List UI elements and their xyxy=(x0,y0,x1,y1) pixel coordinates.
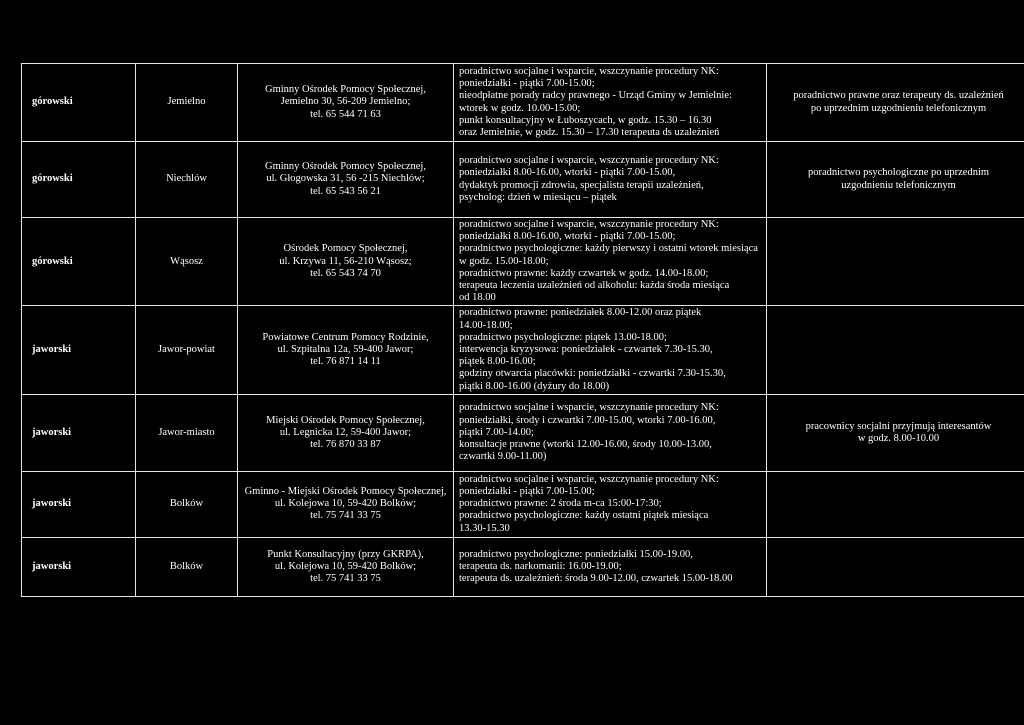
offer-line: poniedziałki 8.00-16.00, wtorki - piątki 7.00-15.00; xyxy=(459,231,676,243)
institution-line: ul. Głogowska 31, 56 -215 Niechlów; xyxy=(266,173,425,185)
gmina-name: Jawor-miasto xyxy=(158,426,215,438)
table-row xyxy=(22,471,1024,537)
gmina-cell xyxy=(136,537,238,596)
institution-line: ul. Krzywa 11, 56-210 Wąsosz; xyxy=(279,255,412,267)
institution-line: ul. Szpitalna 12a, 59-400 Jawor; xyxy=(277,344,414,356)
gmina-cell xyxy=(136,306,238,394)
offer-line: poniedziałki 8.00-16.00, wtorki - piątki 7.00-15.00, xyxy=(459,167,676,179)
gmina-name: Jawor-powiat xyxy=(158,344,215,356)
offer-line: poradnictwo prawne: poniedziałek 8.00-12.00 oraz piątek xyxy=(459,307,702,319)
offer-cell xyxy=(454,142,767,218)
offer-line: interwencja kryzysowa: poniedziałek - czwartek 7.30-15.30, xyxy=(459,344,713,356)
institution-line: Gminny Ośrodek Pomocy Społecznej, xyxy=(265,161,426,173)
powiat-name: górowski xyxy=(32,255,73,267)
powiat-cell xyxy=(22,218,136,306)
institution-line: ul. Kolejowa 10, 59-420 Bolków; xyxy=(274,498,417,510)
offer-line: poradnictwo socjalne i wsparcie, wszczynanie procedury NK: xyxy=(459,402,719,414)
extra-info-cell xyxy=(767,537,1024,596)
institution-line: ul. Kolejowa 10, 59-420 Bolków; xyxy=(274,560,417,572)
offer-line: piątki 8.00-16.00 (dyżury do 18.00) xyxy=(459,380,610,392)
offer-line: czwartki 9.00-11.00) xyxy=(459,451,547,463)
powiat-cell xyxy=(22,394,136,471)
gmina-name: Wąsosz xyxy=(170,255,203,267)
powiat-name: górowski xyxy=(32,96,73,108)
institution-line: Gminny Ośrodek Pomocy Społecznej, xyxy=(265,84,426,96)
powiat-cell xyxy=(22,64,136,142)
table-row xyxy=(22,537,1024,596)
powiat-name: jaworski xyxy=(32,344,72,356)
offer-line: dydaktyk promocji zdrowia, specjalista terapii uzależnień, xyxy=(459,179,704,191)
institution-line: Miejski Ośrodek Pomocy Społecznej, xyxy=(266,414,425,426)
powiat-cell xyxy=(22,142,136,218)
gmina-name: Niechlów xyxy=(166,173,207,185)
table-body xyxy=(22,64,1024,597)
institution-cell xyxy=(238,471,454,537)
institution-line: Gminno - Miejski Ośrodek Pomocy Społecznej, xyxy=(244,486,447,498)
offer-cell xyxy=(454,218,767,306)
institution-line: tel. 76 871 14 11 xyxy=(310,356,381,368)
powiat-cell xyxy=(22,306,136,394)
table-row xyxy=(22,64,1024,142)
extra-info-cell xyxy=(767,394,1024,471)
powiat-name: jaworski xyxy=(32,560,72,572)
institution-line: tel. 65 544 71 63 xyxy=(310,108,381,120)
offer-line: poradnictwo psychologiczne: każdy pierwszy i ostatni wtorek miesiąca xyxy=(459,243,758,255)
offer-line: terapeuta ds. narkomanii: 16.00-19.00; xyxy=(459,560,622,572)
powiat-cell xyxy=(22,471,136,537)
offer-line: piątek 8.00-16.00; xyxy=(459,356,536,368)
offer-line: od 18.00 xyxy=(459,292,496,304)
offer-line: poradnictwo psychologiczne: piątek 13.00-18.00; xyxy=(459,331,667,343)
offer-line: poradnictwo socjalne i wsparcie, wszczynanie procedury NK: xyxy=(459,65,719,77)
institution-cell xyxy=(238,142,454,218)
offer-cell xyxy=(454,64,767,142)
institution-cell xyxy=(238,537,454,596)
gmina-name: Bolków xyxy=(169,498,204,510)
gmina-name: Jemielno xyxy=(167,96,206,108)
gmina-cell xyxy=(136,64,238,142)
gmina-name: Bolków xyxy=(169,560,204,572)
offer-line: poradnictwo socjalne i wsparcie, wszczynanie procedury NK: xyxy=(459,473,719,485)
offer-line: w godz. 15.00-18.00; xyxy=(459,255,549,267)
extra-info-line: poradnictwo psychologiczne po uprzednim xyxy=(807,167,990,179)
assistance-table xyxy=(21,63,1024,597)
offer-line: poradnictwo psychologiczne: poniedziałki 15.00-19.00, xyxy=(459,548,693,560)
offer-line: piątki 7.00-14.00; xyxy=(459,426,534,438)
gmina-cell xyxy=(136,471,238,537)
institution-line: ul. Legnicka 12, 59-400 Jawor; xyxy=(279,426,412,438)
institution-line: tel. 65 543 74 70 xyxy=(310,267,381,279)
institution-line: tel. 65 543 56 21 xyxy=(310,185,381,197)
table-row xyxy=(22,218,1024,306)
offer-line: psycholog: dzień w miesiącu – piątek xyxy=(459,191,617,203)
table-row xyxy=(22,394,1024,471)
powiat-cell xyxy=(22,537,136,596)
institution-line: Ośrodek Pomocy Społecznej, xyxy=(283,243,408,255)
institution-cell xyxy=(238,218,454,306)
offer-line: poradnictwo psychologiczne: każdy ostatni piątek miesiąca xyxy=(459,510,709,522)
offer-line: nieodpłatne porady radcy prawnego - Urząd Gminy w Jemielnie: xyxy=(459,90,732,102)
extra-info-cell xyxy=(767,142,1024,218)
offer-line: poniedziałki - piątki 7.00-15.00; xyxy=(459,486,595,498)
offer-cell xyxy=(454,471,767,537)
extra-info-line: pracownicy socjalni przyjmują interesantów xyxy=(805,420,992,432)
table-row xyxy=(22,306,1024,394)
offer-line: terapeuta leczenia uzależnień od alkoholu: każda środa miesiąca xyxy=(459,280,730,292)
offer-line: poniedziałki - piątki 7.00-15.00; xyxy=(459,78,595,90)
extra-info-cell xyxy=(767,471,1024,537)
offer-line: poradnictwo socjalne i wsparcie, wszczynanie procedury NK: xyxy=(459,155,719,167)
gmina-cell xyxy=(136,142,238,218)
extra-info-line: uzgodnieniu telefonicznym xyxy=(841,179,956,191)
institution-cell xyxy=(238,394,454,471)
institution-line: Powiatowe Centrum Pomocy Rodzinie, xyxy=(262,331,429,343)
powiat-name: jaworski xyxy=(32,426,72,438)
institution-line: Jemielno 30, 56-209 Jemielno; xyxy=(280,96,411,108)
powiat-name: jaworski xyxy=(32,498,72,510)
offer-line: poniedziałki, środy i czwartki 7.00-15.00, wtorki 7.00-16.00, xyxy=(459,414,716,426)
extra-info-line: poradnictwo prawne oraz terapeuty ds. uzależnień xyxy=(793,90,1004,102)
offer-line: 14.00-18.00; xyxy=(459,319,513,331)
offer-line: godziny otwarcia placówki: poniedziałki - czwartki 7.30-15.30, xyxy=(459,368,726,380)
extra-info-line: w godz. 8.00-10.00 xyxy=(857,432,940,444)
table-row xyxy=(22,142,1024,218)
extra-info-line: po uprzednim uzgodnieniu telefonicznym xyxy=(810,102,987,114)
offer-line: terapeuta ds. uzależnień: środa 9.00-12.00, czwartek 15.00-18.00 xyxy=(459,572,733,584)
powiat-name: górowski xyxy=(32,173,73,185)
offer-line: oraz Jemielnie, w godz. 15.30 – 17.30 terapeuta ds uzależnień xyxy=(459,126,720,138)
offer-line: poradnictwo prawne: każdy czwartek w godz. 14.00-18.00; xyxy=(459,267,709,279)
offer-cell xyxy=(454,306,767,394)
institution-line: tel. 76 870 33 87 xyxy=(310,438,381,450)
gmina-cell xyxy=(136,218,238,306)
institution-line: tel. 75 741 33 75 xyxy=(310,510,381,522)
institution-cell xyxy=(238,306,454,394)
offer-cell xyxy=(454,537,767,596)
offer-cell xyxy=(454,394,767,471)
offer-line: wtorek w godz. 10.00-15.00; xyxy=(459,102,581,114)
offer-line: 13.30-15.30 xyxy=(459,522,510,534)
extra-info-cell xyxy=(767,64,1024,142)
extra-info-cell xyxy=(767,218,1024,306)
institution-cell xyxy=(238,64,454,142)
offer-line: poradnictwo prawne: 2 środa m-ca 15:00-17:30; xyxy=(459,498,662,510)
offer-line: konsultacje prawne (wtorki 12.00-16.00, środy 10.00-13.00, xyxy=(459,438,712,450)
offer-line: punkt konsultacyjny w Łuboszycach, w godz. 15.30 – 16.30 xyxy=(459,114,712,126)
institution-line: tel. 75 741 33 75 xyxy=(310,572,381,584)
extra-info-cell xyxy=(767,306,1024,394)
gmina-cell xyxy=(136,394,238,471)
institution-line: Punkt Konsultacyjny (przy GKRPA), xyxy=(267,548,424,560)
offer-line: poradnictwo socjalne i wsparcie, wszczynanie procedury NK: xyxy=(459,219,719,230)
